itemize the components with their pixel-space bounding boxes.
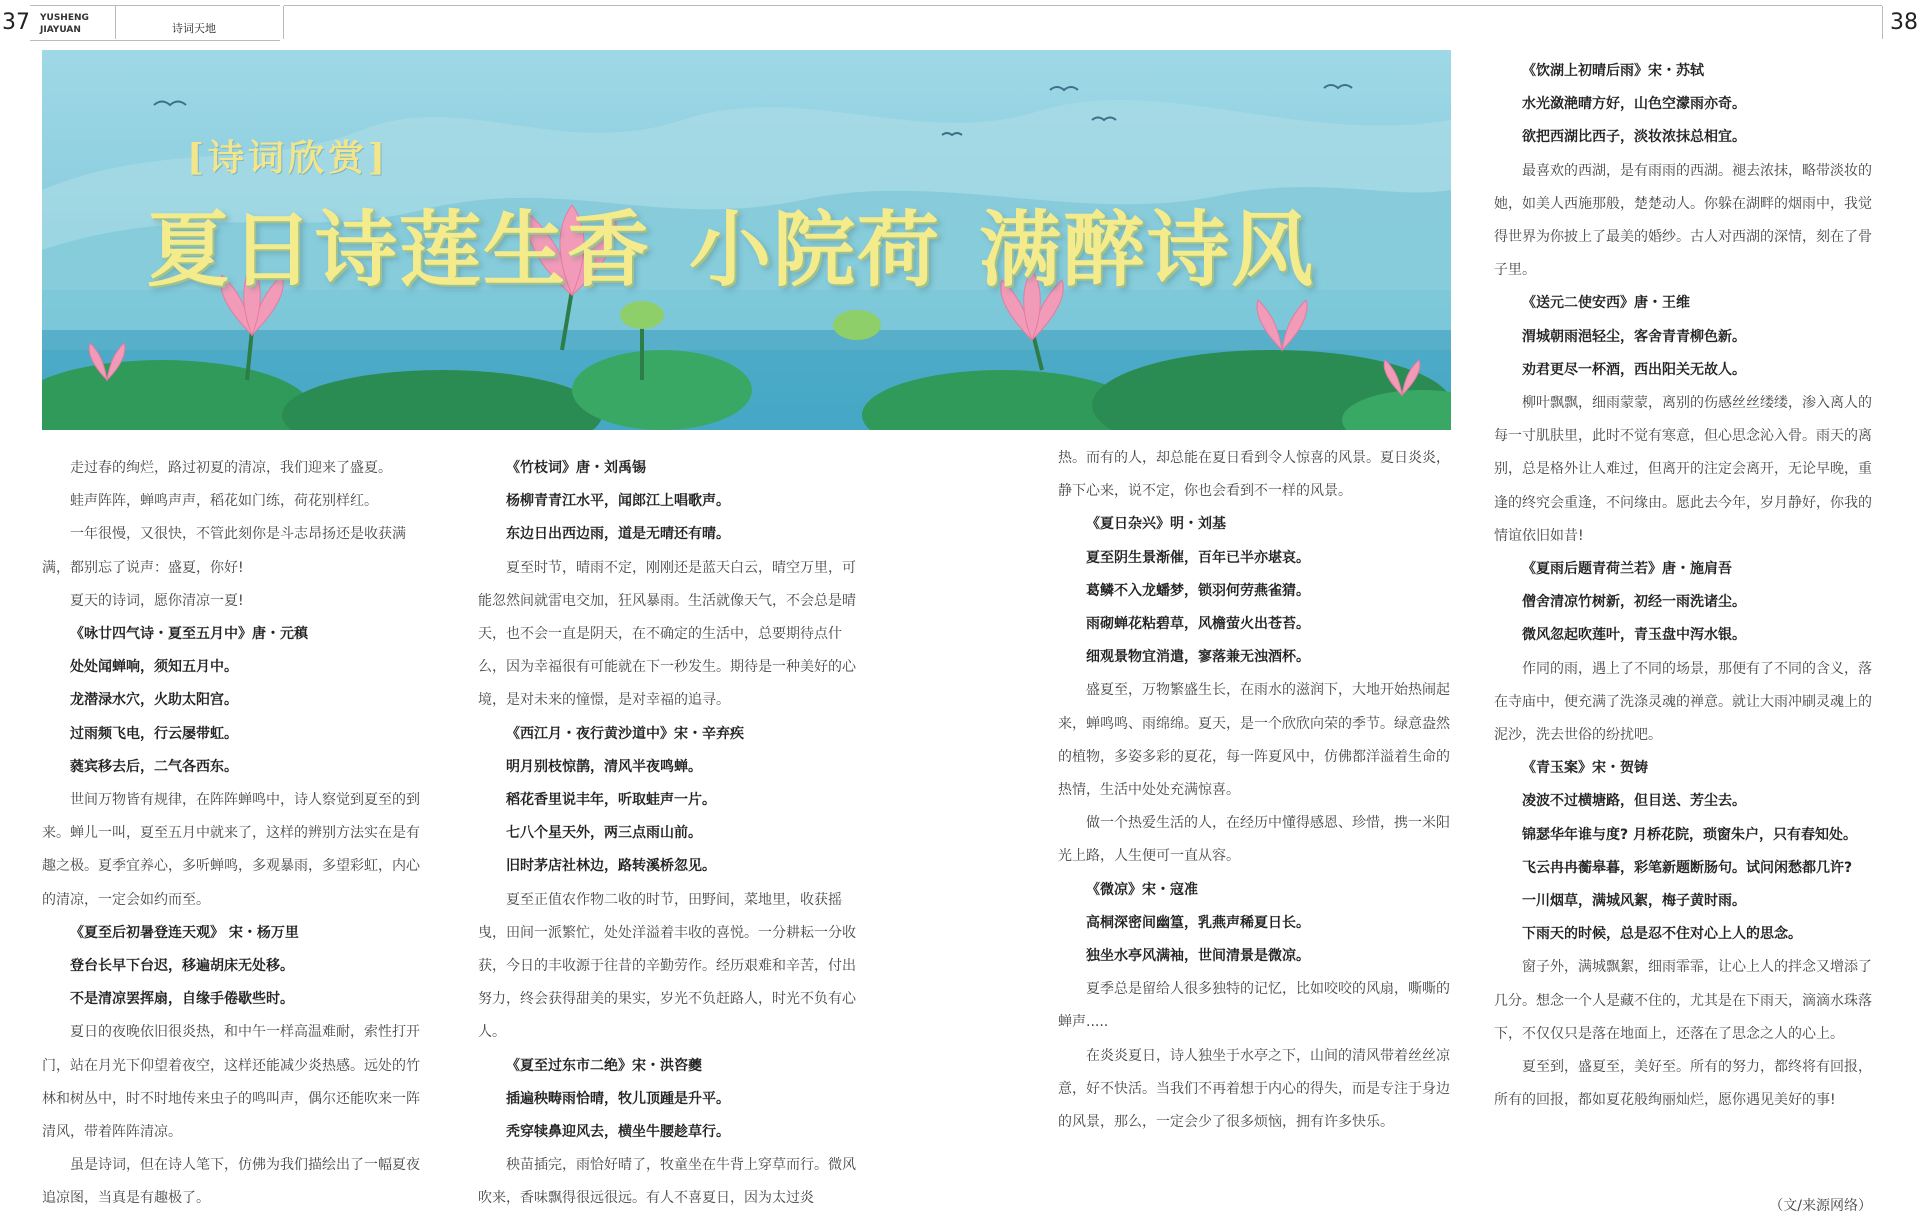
source-credit: （文/来源网络） — [1769, 1198, 1872, 1214]
poem-title: 《送元二使安西》唐・王维 — [1522, 295, 1690, 312]
poem-line: 东边日出西边雨，道是无晴还有晴。 — [506, 526, 730, 543]
poem-line: 插遍秧畴雨恰晴，牧儿顶踵是升平。 — [506, 1090, 730, 1107]
paragraph: 走过春的绚烂，路过初夏的清凉，我们迎来了盛夏。 — [70, 460, 392, 476]
paragraph: 世间万物皆有规律，在阵阵蝉鸣中，诗人察觉到夏至的到来。蝉儿一叫，夏至五月中就来了，这样的辨别方法实在是有趣之极。夏季宜养心，多听蝉鸣，多观暴雨，多望彩虹，内心的清凉，一定会如约而至。 — [42, 792, 420, 908]
paragraph: 夏至正值农作物二收的时节，田野间，菜地里，收获摇曳，田间一派繁忙，处处洋溢着丰收的喜悦。一分耕耘一分收获，今日的丰收源于往昔的辛勤劳作。经历艰难和辛苦，付出努力，终会获得甜美的果实，岁光不负赶路人，时光不负有心人。 — [478, 891, 856, 1041]
paragraph: 夏日的夜晚依旧很炎热，和中午一样高温难耐，索性打开门，站在月光下仰望着夜空，这样还能减少炎热感。远处的竹林和树丛中，时不时地传来虫子的鸣叫声，偶尔还能吹来一阵清风，带着阵阵清凉。 — [42, 1024, 420, 1141]
paragraph: 虽是诗词，但在诗人笔下，仿佛为我们描绘出了一幅夏夜追凉图，当真是有趣极了。 — [42, 1157, 420, 1207]
poem-line: 七八个星天外，两三点雨山前。 — [506, 825, 702, 842]
poem-line: 杨柳青青江水平，闻郎江上唱歌声。 — [506, 493, 730, 510]
poem-title: 《竹枝词》唐・刘禹锡 — [506, 460, 646, 476]
poem-line: 高桐深密间幽篁，乳燕声稀夏日长。 — [1086, 914, 1310, 931]
poem-line: 水光潋滟晴方好，山色空濛雨亦奇。 — [1522, 96, 1746, 113]
poem-title: 《青玉案》宋・贺铸 — [1522, 760, 1648, 777]
poem-line: 明月别枝惊鹊，清风半夜鸣蝉。 — [506, 758, 702, 775]
paragraph: 夏至到，盛夏至，美好至。所有的努力，都终将有回报，所有的回报，都如夏花般绚丽灿烂，愿你遇见美好的事! — [1494, 1059, 1872, 1109]
poem-title: 《西江月・夜行黄沙道中》宋・辛弃疾 — [506, 725, 744, 742]
poem-line: 龙潜渌水穴，火助太阳宫。 — [70, 692, 238, 709]
poem-line: 欲把西湖比西子，淡妆浓抹总相宜。 — [1522, 129, 1746, 146]
paragraph: 蛙声阵阵，蝉鸣声声，稻花如门练，荷花别样红。 — [70, 493, 378, 510]
poem-line: 不是清凉罢挥扇，自缘手倦歇些时。 — [70, 991, 294, 1008]
poem-line: 稻花香里说丰年，听取蛙声一片。 — [506, 792, 716, 809]
paragraph: 柳叶飘飘，细雨蒙蒙，离别的伤感丝丝缕缕，渗入离人的每一寸肌肤里，此时不觉有寒意，但心思念沁入骨。雨天的离别，总是格外让人难过，但离开的注定会离开，无论早晚，重逢的终究会重逢，不问缘由。愿此去今年，岁月静好，你我的情谊依旧如昔! — [1494, 395, 1872, 544]
poem-title: 《夏雨后题青荷兰若》唐・施肩吾 — [1522, 561, 1732, 578]
banner-title-part: 夏日诗莲生香 — [147, 202, 652, 298]
paragraph: 在炎炎夏日，诗人独坐于水亭之下，山间的清风带着丝丝凉意，好不快活。当我们不再着想于内心的得失，而是专注于身边的风景，那么，一定会少了很多烦恼，拥有许多快乐。 — [1058, 1047, 1450, 1131]
paragraph: 夏至时节，晴雨不定，刚刚还是蓝天白云，晴空万里，可能忽然间就雷电交加，狂风暴雨。生活就像天气，不会总是晴天，也不会一直是阴天，在不确定的生活中，总要期待点什么，因为幸福很有可能就在下一秒发生。期待是一种美好的心境，是对未来的憧憬，是对幸福的追寻。 — [478, 559, 856, 709]
paragraph: 盛夏至，万物繁盛生长，在雨水的滋润下，大地开始热闹起来，蝉鸣鸣、雨绵绵。夏天，是一个欣欣向荣的季节。绿意盎然的植物，多姿多彩的夏花，每一阵夏风中，仿佛都洋溢着生命的热情，生活中处处充满惊喜。 — [1058, 682, 1450, 799]
poem-title: 《饮湖上初晴后雨》宋・苏轼 — [1522, 63, 1704, 79]
brand-line-2: JIAYUAN — [40, 25, 81, 35]
paragraph: 最喜欢的西湖，是有雨雨的西湖。褪去浓抹，略带淡妆的她，如美人西施那般，楚楚动人。你躲在湖畔的烟雨中，我觉得世界为你披上了最美的婚纱。古人对西湖的深情，刻在了骨子里。 — [1494, 162, 1872, 279]
header-divider — [1882, 6, 1883, 39]
header-rule-right — [284, 5, 1882, 40]
article-column-2 — [478, 452, 866, 1216]
magazine-brand — [40, 12, 89, 36]
header-divider — [115, 6, 116, 39]
paragraph: 夏天的诗词，愿你清凉一夏! — [70, 592, 244, 609]
page-number-left: 37 — [2, 10, 30, 35]
poem-line: 独坐水亭风满袖，世间清景是微凉。 — [1086, 948, 1310, 965]
poem-title: 《微凉》宋・寇准 — [1086, 881, 1198, 898]
poem-line: 下雨天的时候，总是忍不住对心上人的思念。 — [1522, 926, 1802, 943]
poem-line: 旧时茅店社林边，路转溪桥忽见。 — [506, 858, 716, 875]
header-divider — [283, 6, 284, 39]
banner-image — [42, 50, 1451, 430]
poem-line: 锦瑟华年谁与度? 月桥花院，琐窗朱户，只有春知处。 — [1522, 826, 1857, 843]
poem-line: 雨砌蝉花粘碧草，风檐萤火出苍苔。 — [1086, 616, 1310, 633]
poem-line: 秃穿犊鼻迎风去，横坐牛腰趁草行。 — [506, 1124, 730, 1141]
poem-title: 《夏日杂兴》明・刘基 — [1086, 516, 1226, 533]
poem-title: 《咏廿四气诗・夏至五月中》唐・元稹 — [70, 626, 308, 643]
article-column-1 — [42, 452, 430, 1216]
poem-title: 《夏至后初暑登连天观》 宋・杨万里 — [70, 924, 299, 941]
paragraph: 夏季总是留给人很多独特的记忆，比如咬咬的风扇，嘶嘶的蝉声..... — [1058, 981, 1450, 1031]
paragraph: 窗子外，满城飘絮，细雨霏霏，让心上人的拌念又增添了几分。想念一个人是藏不住的，尤其是在下雨天，滴滴水珠落下，不仅仅只是落在地面上，还落在了思念之人的心上。 — [1494, 959, 1872, 1042]
poem-line: 蕤宾移去后，二气各西东。 — [70, 758, 238, 775]
banner-subtitle: [诗词欣赏] — [187, 137, 390, 179]
article-column-4 — [1494, 55, 1884, 1118]
article-column-3 — [1058, 442, 1450, 1139]
paragraph: 做一个热爱生活的人，在经历中懂得感恩、珍惜，携一米阳光上路，人生便可一直从容。 — [1058, 815, 1450, 865]
poem-line: 飞云冉冉蘅皋暮，彩笔新题断肠句。试问闲愁都几许? — [1522, 859, 1853, 876]
banner-title-part: 小院荷 — [689, 202, 942, 298]
section-title: 诗词天地 — [172, 22, 216, 35]
poem-line: 渭城朝雨浥轻尘，客舍青青柳色新。 — [1522, 328, 1746, 345]
banner-title — [147, 185, 1315, 302]
paragraph: 热。而有的人，却总能在夏日看到令人惊喜的风景。夏日炎炎，静下心来，说不定，你也会看到不一样的风景。 — [1058, 450, 1450, 500]
poem-title: 《夏至过东市二绝》宋・洪咨夔 — [506, 1057, 702, 1074]
brand-line-1: YUSHENG — [40, 13, 89, 23]
banner-title-part: 满醉诗风 — [979, 202, 1316, 298]
poem-line: 凌波不过横塘路，但目送、芳尘去。 — [1522, 793, 1746, 810]
poem-line: 僧舍清凉竹树新，初经一雨洗诸尘。 — [1522, 594, 1746, 611]
page-number-right: 38 — [1890, 10, 1918, 35]
poem-line: 一川烟草，满城风絮，梅子黄时雨。 — [1522, 893, 1746, 910]
paragraph: 秧苗插完，雨恰好晴了，牧童坐在牛背上穿草而行。微风吹来，香味飘得很远很远。有人不喜夏日，因为太过炎 — [478, 1157, 856, 1207]
poem-line: 微风忽起吹莲叶，青玉盘中泻水银。 — [1522, 627, 1746, 644]
poem-line: 过雨频飞电，行云屡带虹。 — [70, 725, 238, 742]
poem-line: 处处闻蝉响，须知五月中。 — [70, 659, 238, 676]
poem-line: 劝君更尽一杯酒，西出阳关无故人。 — [1522, 361, 1746, 378]
poem-line: 细观景物宜消遣，寥落兼无浊酒杯。 — [1086, 649, 1310, 666]
paragraph: 作同的雨，遇上了不同的场景，那便有了不同的含义，落在寺庙中，便充满了洗涤灵魂的禅意。就让大雨冲刷灵魂上的泥沙，洗去世俗的纷扰吧。 — [1494, 660, 1872, 744]
poem-line: 葛鳞不入龙蟠梦，锁羽何劳燕雀猜。 — [1086, 582, 1310, 599]
poem-line: 夏至阴生景渐催，百年已半亦堪哀。 — [1086, 549, 1310, 566]
poem-line: 登台长早下台迟，移遍胡床无处移。 — [70, 958, 294, 975]
paragraph: 一年很慢，又很快，不管此刻你是斗志昂扬还是收获满满，都别忘了说声：盛夏，你好! — [42, 526, 406, 576]
